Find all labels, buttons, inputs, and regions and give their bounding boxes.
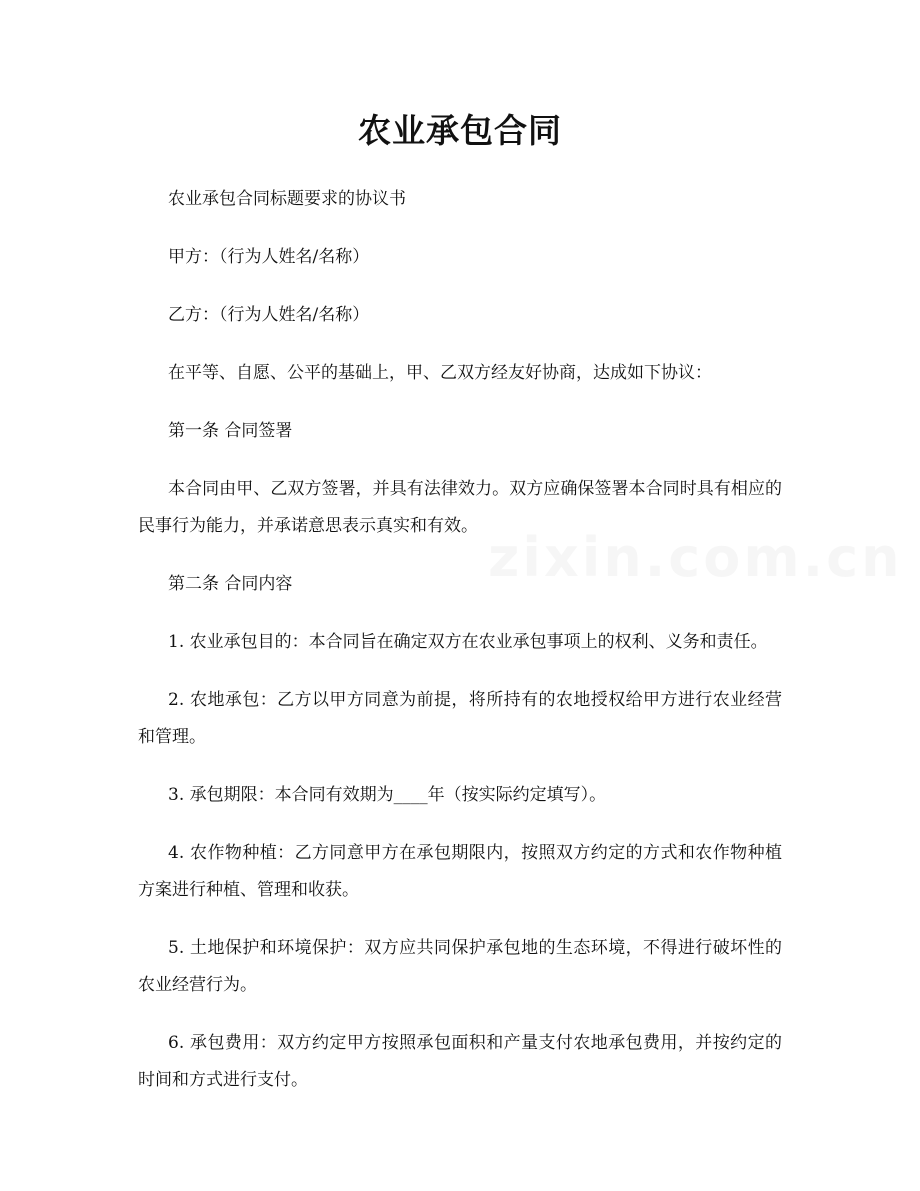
paragraph-clause-1: 1. 农业承包目的：本合同旨在确定双方在农业承包事项上的权利、义务和责任。 (168, 632, 768, 652)
document-title: 农业承包合同 (358, 111, 562, 150)
paragraph-article-1-heading: 第一条 合同签署 (168, 421, 293, 441)
paragraph-party-a: 甲方：（行为人姓名/名称） (168, 247, 370, 267)
paragraph-party-b: 乙方：（行为人姓名/名称） (168, 305, 370, 325)
paragraph-subtitle: 农业承包合同标题要求的协议书 (168, 189, 406, 209)
paragraph-preamble: 在平等、自愿、公平的基础上，甲、乙双方经友好协商，达成如下协议： (168, 363, 712, 383)
paragraph-article-2-heading: 第二条 合同内容 (168, 574, 293, 594)
document-body (138, 181, 782, 1120)
paragraph-clause-3: 3. 承包期限：本合同有效期为____年（按实际约定填写）。 (168, 785, 607, 805)
paragraph-article-1-body: 本合同由甲、乙双方签署，并具有法律效力。双方应确保签署本合同时具有相应的民事行为能力，并承诺意思表示真实和有效。 (138, 479, 782, 536)
paragraph-clause-6: 6. 承包费用：双方约定甲方按照承包面积和产量支付农地承包费用，并按约定的时间和方式进行支付。 (138, 1033, 782, 1090)
paragraph-clause-5: 5. 土地保护和环境保护：双方应共同保护承包地的生态环境，不得进行破坏性的农业经营行为。 (138, 938, 782, 995)
paragraph-clause-4: 4. 农作物种植：乙方同意甲方在承包期限内，按照双方约定的方式和农作物种植方案进行种植、管理和收获。 (138, 843, 782, 900)
paragraph-clause-2: 2. 农地承包：乙方以甲方同意为前提，将所持有的农地授权给甲方进行农业经营和管理。 (138, 690, 782, 747)
